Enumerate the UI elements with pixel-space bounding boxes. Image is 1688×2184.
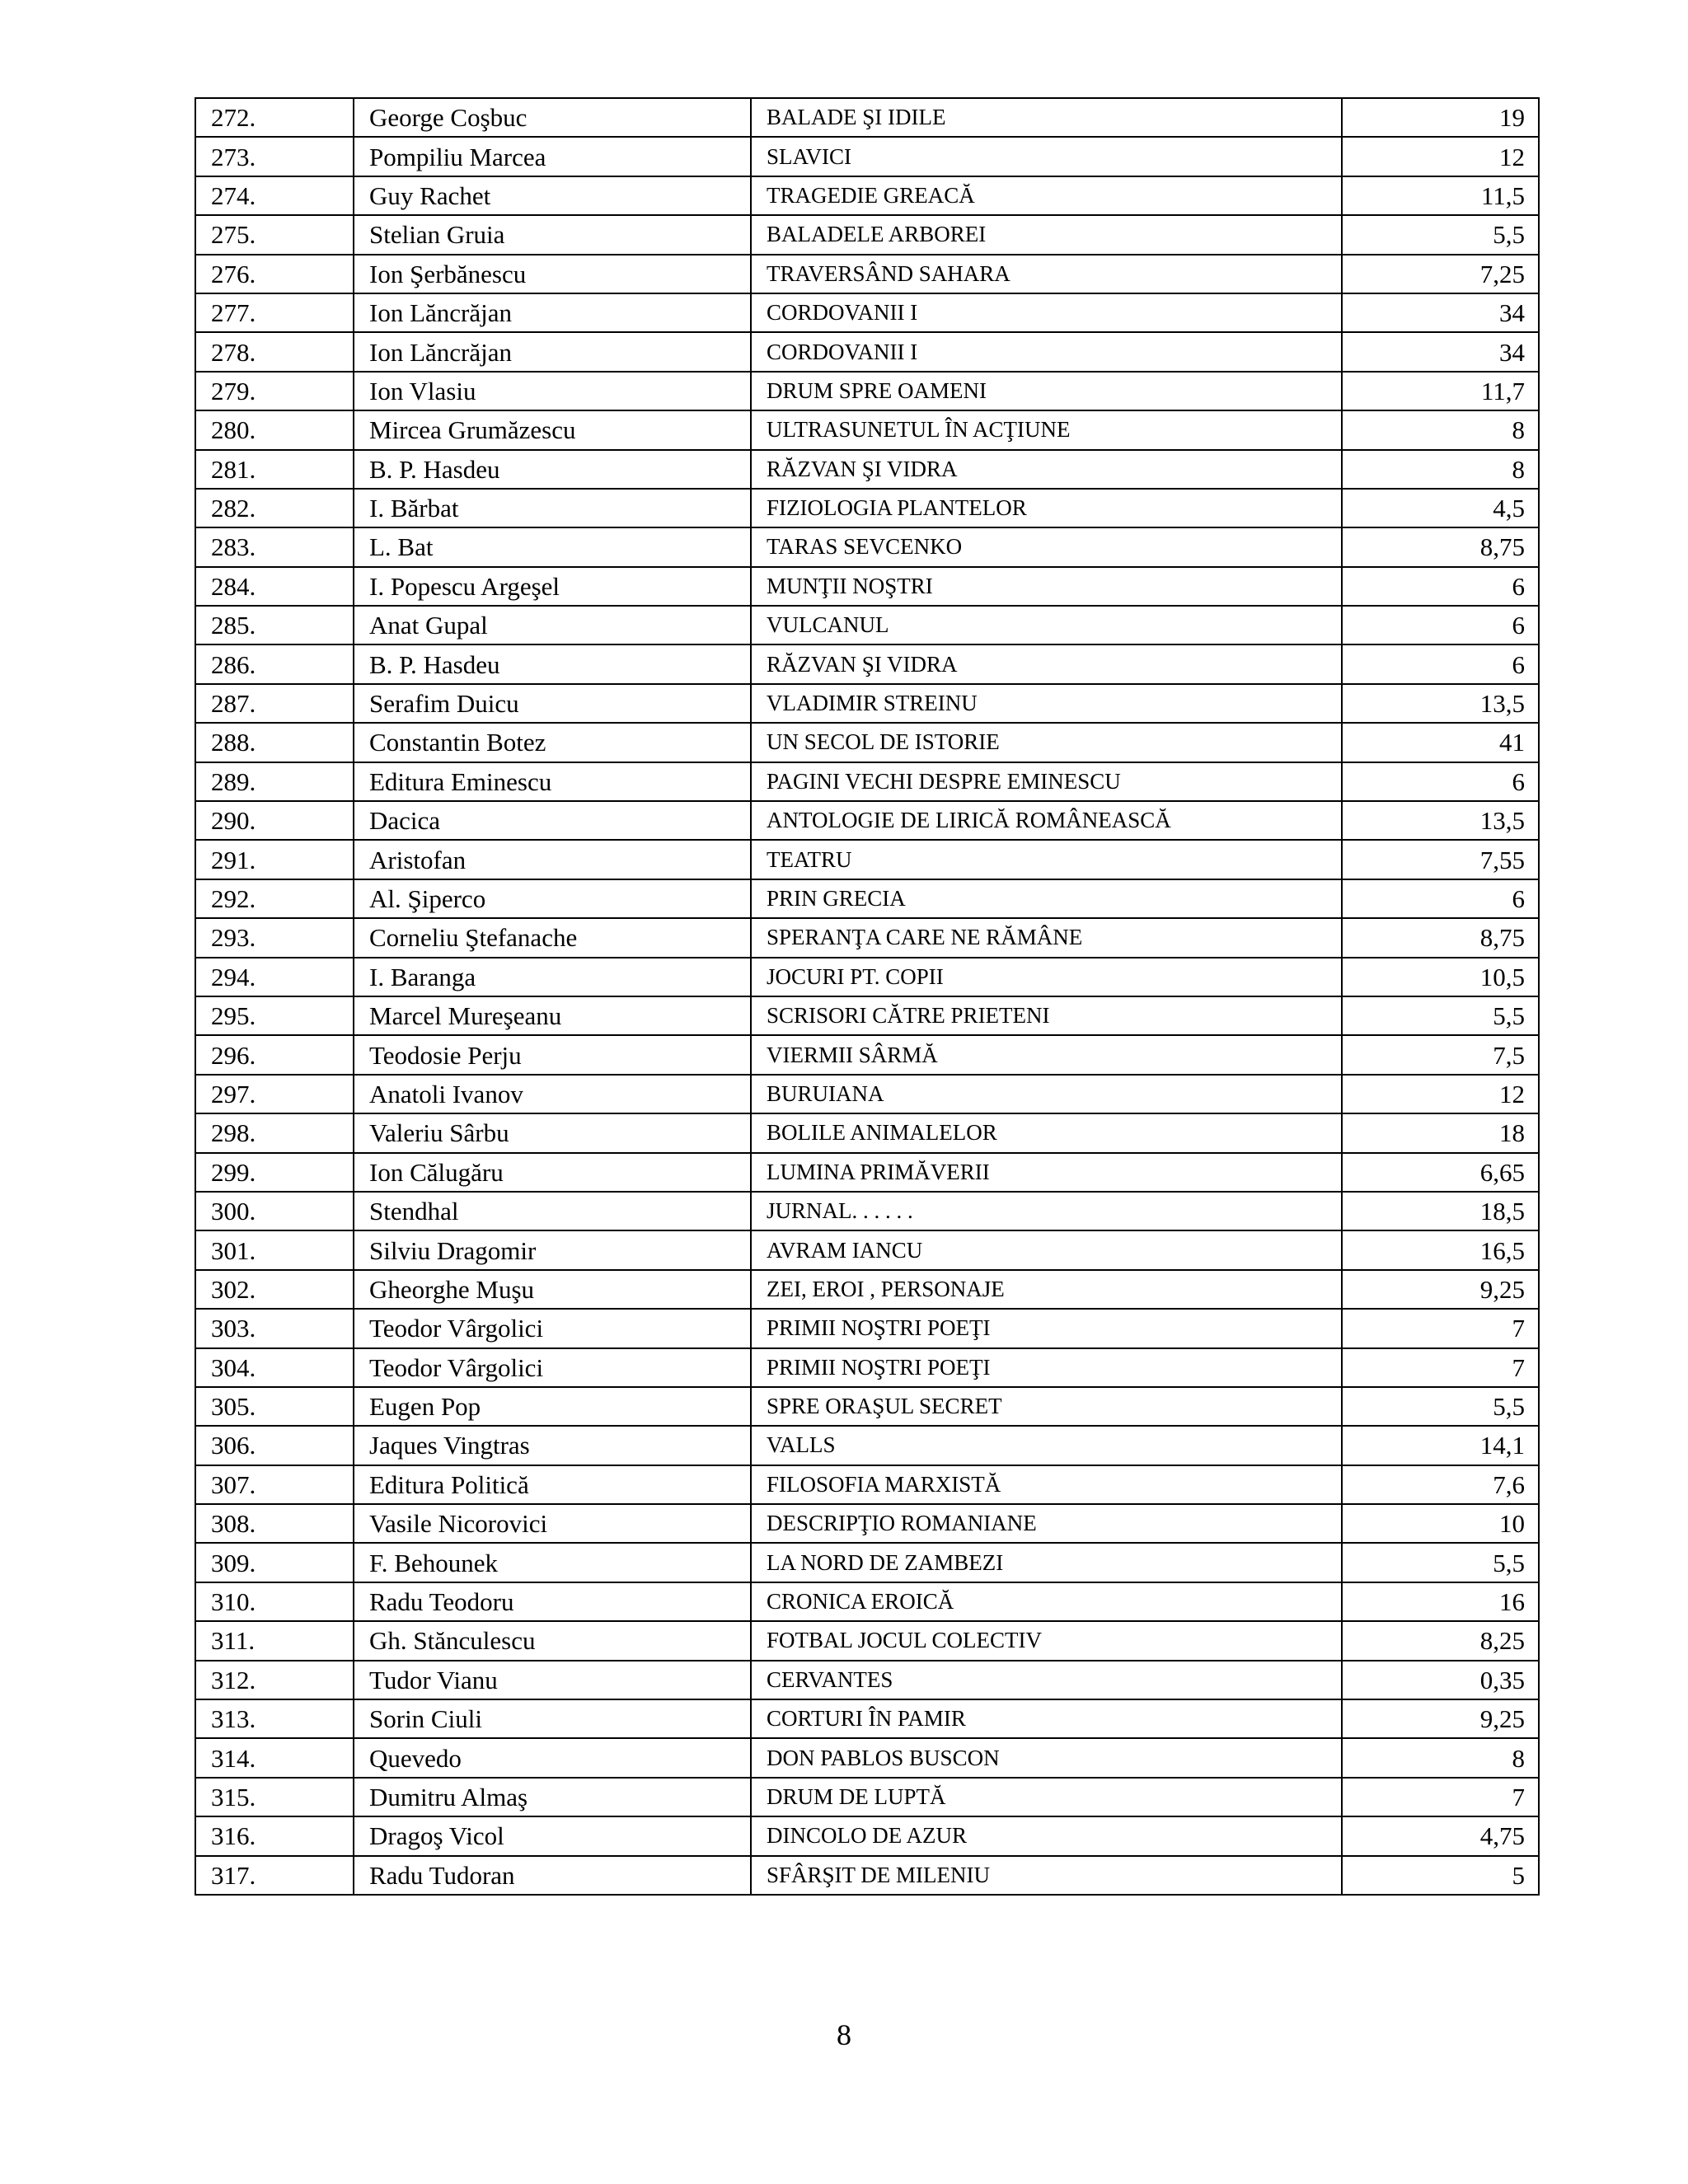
author-cell: Constantin Botez xyxy=(354,723,751,762)
value-cell: 7 xyxy=(1342,1348,1539,1387)
value-cell: 6 xyxy=(1342,606,1539,644)
value-cell: 5,5 xyxy=(1342,1387,1539,1426)
row-number-cell: 285. xyxy=(195,606,354,644)
row-number-cell: 313. xyxy=(195,1699,354,1738)
value-cell: 19 xyxy=(1342,98,1539,137)
title-cell: PRIMII NOŞTRI POEŢI xyxy=(751,1348,1342,1387)
row-number-cell: 307. xyxy=(195,1465,354,1504)
title-cell: RĂZVAN ŞI VIDRA xyxy=(751,644,1342,683)
title-cell: TRAGEDIE GREACĂ xyxy=(751,176,1342,215)
row-number-cell: 276. xyxy=(195,255,354,293)
value-cell: 16 xyxy=(1342,1582,1539,1621)
table-row xyxy=(195,606,1539,644)
value-cell: 8,25 xyxy=(1342,1621,1539,1660)
author-cell: Pompiliu Marcea xyxy=(354,137,751,176)
author-cell: Radu Tudoran xyxy=(354,1856,751,1895)
author-cell: Tudor Vianu xyxy=(354,1661,751,1699)
table-row xyxy=(195,98,1539,137)
title-cell: LA NORD DE ZAMBEZI xyxy=(751,1543,1342,1582)
row-number-cell: 312. xyxy=(195,1661,354,1699)
table-row xyxy=(195,1192,1539,1230)
author-cell: Jaques Vingtras xyxy=(354,1426,751,1465)
table-row xyxy=(195,644,1539,683)
value-cell: 4,75 xyxy=(1342,1816,1539,1855)
title-cell: FILOSOFIA MARXISTĂ xyxy=(751,1465,1342,1504)
value-cell: 7,55 xyxy=(1342,840,1539,879)
value-cell: 34 xyxy=(1342,293,1539,332)
table-row xyxy=(195,1504,1539,1543)
author-cell: Ion Călugăru xyxy=(354,1153,751,1192)
row-number-cell: 284. xyxy=(195,567,354,606)
author-cell: I. Baranga xyxy=(354,958,751,996)
book-list-body xyxy=(195,98,1539,1895)
title-cell: DRUM DE LUPTĂ xyxy=(751,1778,1342,1816)
title-cell: PRIN GRECIA xyxy=(751,879,1342,918)
row-number-cell: 294. xyxy=(195,958,354,996)
table-row xyxy=(195,1543,1539,1582)
title-cell: VIERMII SÂRMĂ xyxy=(751,1035,1342,1074)
title-cell: AVRAM IANCU xyxy=(751,1230,1342,1269)
title-cell: MUNŢII NOŞTRI xyxy=(751,567,1342,606)
row-number-cell: 305. xyxy=(195,1387,354,1426)
table-row xyxy=(195,410,1539,449)
value-cell: 18,5 xyxy=(1342,1192,1539,1230)
title-cell: SLAVICI xyxy=(751,137,1342,176)
row-number-cell: 273. xyxy=(195,137,354,176)
author-cell: F. Behounek xyxy=(354,1543,751,1582)
title-cell: BOLILE ANIMALELOR xyxy=(751,1113,1342,1152)
author-cell: B. P. Hasdeu xyxy=(354,644,751,683)
value-cell: 12 xyxy=(1342,1075,1539,1113)
row-number-cell: 291. xyxy=(195,840,354,879)
row-number-cell: 306. xyxy=(195,1426,354,1465)
title-cell: FOTBAL JOCUL COLECTIV xyxy=(751,1621,1342,1660)
table-row xyxy=(195,1230,1539,1269)
title-cell: TRAVERSÂND SAHARA xyxy=(751,255,1342,293)
table-row xyxy=(195,450,1539,489)
title-cell: ZEI, EROI , PERSONAJE xyxy=(751,1270,1342,1309)
author-cell: Anat Gupal xyxy=(354,606,751,644)
table-row xyxy=(195,255,1539,293)
title-cell: VLADIMIR STREINU xyxy=(751,684,1342,723)
row-number-cell: 288. xyxy=(195,723,354,762)
row-number-cell: 299. xyxy=(195,1153,354,1192)
table-row xyxy=(195,489,1539,527)
value-cell: 0,35 xyxy=(1342,1661,1539,1699)
table-row xyxy=(195,918,1539,957)
title-cell: BALADELE ARBOREI xyxy=(751,215,1342,254)
row-number-cell: 280. xyxy=(195,410,354,449)
row-number-cell: 311. xyxy=(195,1621,354,1660)
row-number-cell: 286. xyxy=(195,644,354,683)
row-number-cell: 272. xyxy=(195,98,354,137)
row-number-cell: 283. xyxy=(195,527,354,566)
row-number-cell: 308. xyxy=(195,1504,354,1543)
author-cell: Marcel Mureşeanu xyxy=(354,996,751,1035)
title-cell: PRIMII NOŞTRI POEŢI xyxy=(751,1309,1342,1347)
title-cell: TEATRU xyxy=(751,840,1342,879)
author-cell: Corneliu Ştefanache xyxy=(354,918,751,957)
title-cell: BURUIANA xyxy=(751,1075,1342,1113)
table-row xyxy=(195,567,1539,606)
table-row xyxy=(195,332,1539,371)
row-number-cell: 301. xyxy=(195,1230,354,1269)
value-cell: 4,5 xyxy=(1342,489,1539,527)
table-row xyxy=(195,1153,1539,1192)
table-row xyxy=(195,684,1539,723)
value-cell: 41 xyxy=(1342,723,1539,762)
value-cell: 6 xyxy=(1342,879,1539,918)
table-row xyxy=(195,1035,1539,1074)
table-row xyxy=(195,1465,1539,1504)
author-cell: Teodor Vârgolici xyxy=(354,1348,751,1387)
value-cell: 5,5 xyxy=(1342,215,1539,254)
title-cell: VALLS xyxy=(751,1426,1342,1465)
table-row xyxy=(195,1856,1539,1895)
row-number-cell: 281. xyxy=(195,450,354,489)
author-cell: Sorin Ciuli xyxy=(354,1699,751,1738)
author-cell: Ion Vlasiu xyxy=(354,372,751,410)
value-cell: 8 xyxy=(1342,1738,1539,1777)
row-number-cell: 316. xyxy=(195,1816,354,1855)
title-cell: UN SECOL DE ISTORIE xyxy=(751,723,1342,762)
value-cell: 9,25 xyxy=(1342,1270,1539,1309)
value-cell: 8 xyxy=(1342,410,1539,449)
table-row xyxy=(195,372,1539,410)
title-cell: CERVANTES xyxy=(751,1661,1342,1699)
table-row xyxy=(195,840,1539,879)
table-row xyxy=(195,1621,1539,1660)
author-cell: Radu Teodoru xyxy=(354,1582,751,1621)
value-cell: 5,5 xyxy=(1342,996,1539,1035)
author-cell: I. Popescu Argeşel xyxy=(354,567,751,606)
row-number-cell: 317. xyxy=(195,1856,354,1895)
author-cell: Stendhal xyxy=(354,1192,751,1230)
author-cell: Editura Eminescu xyxy=(354,762,751,801)
author-cell: B. P. Hasdeu xyxy=(354,450,751,489)
value-cell: 10 xyxy=(1342,1504,1539,1543)
title-cell: JURNAL. . . . . . xyxy=(751,1192,1342,1230)
table-row xyxy=(195,527,1539,566)
author-cell: Editura Politică xyxy=(354,1465,751,1504)
value-cell: 14,1 xyxy=(1342,1426,1539,1465)
table-row xyxy=(195,762,1539,801)
row-number-cell: 277. xyxy=(195,293,354,332)
title-cell: LUMINA PRIMĂVERII xyxy=(751,1153,1342,1192)
author-cell: Aristofan xyxy=(354,840,751,879)
table-row xyxy=(195,1816,1539,1855)
row-number-cell: 287. xyxy=(195,684,354,723)
value-cell: 5,5 xyxy=(1342,1543,1539,1582)
author-cell: Dragoş Vicol xyxy=(354,1816,751,1855)
table-row xyxy=(195,801,1539,840)
table-row xyxy=(195,137,1539,176)
table-row xyxy=(195,293,1539,332)
value-cell: 13,5 xyxy=(1342,684,1539,723)
table-row xyxy=(195,879,1539,918)
row-number-cell: 302. xyxy=(195,1270,354,1309)
table-row xyxy=(195,1738,1539,1777)
author-cell: I. Bărbat xyxy=(354,489,751,527)
author-cell: Serafim Duicu xyxy=(354,684,751,723)
value-cell: 8 xyxy=(1342,450,1539,489)
author-cell: Ion Şerbănescu xyxy=(354,255,751,293)
title-cell: TARAS SEVCENKO xyxy=(751,527,1342,566)
title-cell: JOCURI PT. COPII xyxy=(751,958,1342,996)
title-cell: SPERANŢA CARE NE RĂMÂNE xyxy=(751,918,1342,957)
row-number-cell: 297. xyxy=(195,1075,354,1113)
value-cell: 6 xyxy=(1342,762,1539,801)
table-row xyxy=(195,1661,1539,1699)
title-cell: VULCANUL xyxy=(751,606,1342,644)
value-cell: 7,5 xyxy=(1342,1035,1539,1074)
author-cell: Teodor Vârgolici xyxy=(354,1309,751,1347)
row-number-cell: 289. xyxy=(195,762,354,801)
value-cell: 16,5 xyxy=(1342,1230,1539,1269)
author-cell: Ion Lăncrăjan xyxy=(354,332,751,371)
table-row xyxy=(195,1778,1539,1816)
row-number-cell: 314. xyxy=(195,1738,354,1777)
table-row xyxy=(195,1699,1539,1738)
author-cell: Gheorghe Muşu xyxy=(354,1270,751,1309)
table-row xyxy=(195,1075,1539,1113)
row-number-cell: 292. xyxy=(195,879,354,918)
value-cell: 12 xyxy=(1342,137,1539,176)
title-cell: DRUM SPRE OAMENI xyxy=(751,372,1342,410)
row-number-cell: 300. xyxy=(195,1192,354,1230)
value-cell: 13,5 xyxy=(1342,801,1539,840)
author-cell: Eugen Pop xyxy=(354,1387,751,1426)
title-cell: FIZIOLOGIA PLANTELOR xyxy=(751,489,1342,527)
author-cell: Anatoli Ivanov xyxy=(354,1075,751,1113)
row-number-cell: 278. xyxy=(195,332,354,371)
row-number-cell: 282. xyxy=(195,489,354,527)
author-cell: L. Bat xyxy=(354,527,751,566)
value-cell: 7,6 xyxy=(1342,1465,1539,1504)
title-cell: SPRE ORAŞUL SECRET xyxy=(751,1387,1342,1426)
row-number-cell: 309. xyxy=(195,1543,354,1582)
value-cell: 6 xyxy=(1342,644,1539,683)
row-number-cell: 296. xyxy=(195,1035,354,1074)
table-row xyxy=(195,1387,1539,1426)
table-row xyxy=(195,1113,1539,1152)
row-number-cell: 303. xyxy=(195,1309,354,1347)
author-cell: Dumitru Almaş xyxy=(354,1778,751,1816)
value-cell: 7 xyxy=(1342,1309,1539,1347)
author-cell: Valeriu Sârbu xyxy=(354,1113,751,1152)
author-cell: George Coşbuc xyxy=(354,98,751,137)
row-number-cell: 274. xyxy=(195,176,354,215)
value-cell: 6 xyxy=(1342,567,1539,606)
table-row xyxy=(195,1348,1539,1387)
author-cell: Quevedo xyxy=(354,1738,751,1777)
title-cell: RĂZVAN ŞI VIDRA xyxy=(751,450,1342,489)
table-row xyxy=(195,176,1539,215)
row-number-cell: 290. xyxy=(195,801,354,840)
title-cell: ULTRASUNETUL ÎN ACŢIUNE xyxy=(751,410,1342,449)
value-cell: 34 xyxy=(1342,332,1539,371)
title-cell: CORTURI ÎN PAMIR xyxy=(751,1699,1342,1738)
title-cell: DINCOLO DE AZUR xyxy=(751,1816,1342,1855)
value-cell: 7,25 xyxy=(1342,255,1539,293)
value-cell: 10,5 xyxy=(1342,958,1539,996)
value-cell: 11,7 xyxy=(1342,372,1539,410)
value-cell: 8,75 xyxy=(1342,527,1539,566)
author-cell: Vasile Nicorovici xyxy=(354,1504,751,1543)
row-number-cell: 315. xyxy=(195,1778,354,1816)
value-cell: 8,75 xyxy=(1342,918,1539,957)
title-cell: DESCRIPŢIO ROMANIANE xyxy=(751,1504,1342,1543)
table-row xyxy=(195,1309,1539,1347)
table-row xyxy=(195,1426,1539,1465)
table-row xyxy=(195,996,1539,1035)
value-cell: 18 xyxy=(1342,1113,1539,1152)
table-row xyxy=(195,215,1539,254)
page-number: 8 xyxy=(837,2018,851,2051)
row-number-cell: 293. xyxy=(195,918,354,957)
title-cell: DON PABLOS BUSCON xyxy=(751,1738,1342,1777)
book-list-table xyxy=(195,97,1540,1896)
title-cell: SCRISORI CĂTRE PRIETENI xyxy=(751,996,1342,1035)
title-cell: PAGINI VECHI DESPRE EMINESCU xyxy=(751,762,1342,801)
title-cell: ANTOLOGIE DE LIRICĂ ROMÂNEASCĂ xyxy=(751,801,1342,840)
author-cell: Guy Rachet xyxy=(354,176,751,215)
row-number-cell: 275. xyxy=(195,215,354,254)
author-cell: Gh. Stănculescu xyxy=(354,1621,751,1660)
title-cell: CRONICA EROICĂ xyxy=(751,1582,1342,1621)
value-cell: 7 xyxy=(1342,1778,1539,1816)
row-number-cell: 298. xyxy=(195,1113,354,1152)
table-row xyxy=(195,1582,1539,1621)
author-cell: Teodosie Perju xyxy=(354,1035,751,1074)
table-row xyxy=(195,723,1539,762)
author-cell: Al. Şiperco xyxy=(354,879,751,918)
author-cell: Dacica xyxy=(354,801,751,840)
author-cell: Stelian Gruia xyxy=(354,215,751,254)
title-cell: CORDOVANII I xyxy=(751,332,1342,371)
row-number-cell: 304. xyxy=(195,1348,354,1387)
table-row xyxy=(195,1270,1539,1309)
author-cell: Silviu Dragomir xyxy=(354,1230,751,1269)
title-cell: CORDOVANII I xyxy=(751,293,1342,332)
title-cell: SFÂRŞIT DE MILENIU xyxy=(751,1856,1342,1895)
value-cell: 6,65 xyxy=(1342,1153,1539,1192)
author-cell: Ion Lăncrăjan xyxy=(354,293,751,332)
value-cell: 9,25 xyxy=(1342,1699,1539,1738)
row-number-cell: 279. xyxy=(195,372,354,410)
table-row xyxy=(195,958,1539,996)
row-number-cell: 295. xyxy=(195,996,354,1035)
value-cell: 11,5 xyxy=(1342,176,1539,215)
author-cell: Mircea Grumăzescu xyxy=(354,410,751,449)
title-cell: BALADE ŞI IDILE xyxy=(751,98,1342,137)
row-number-cell: 310. xyxy=(195,1582,354,1621)
value-cell: 5 xyxy=(1342,1856,1539,1895)
